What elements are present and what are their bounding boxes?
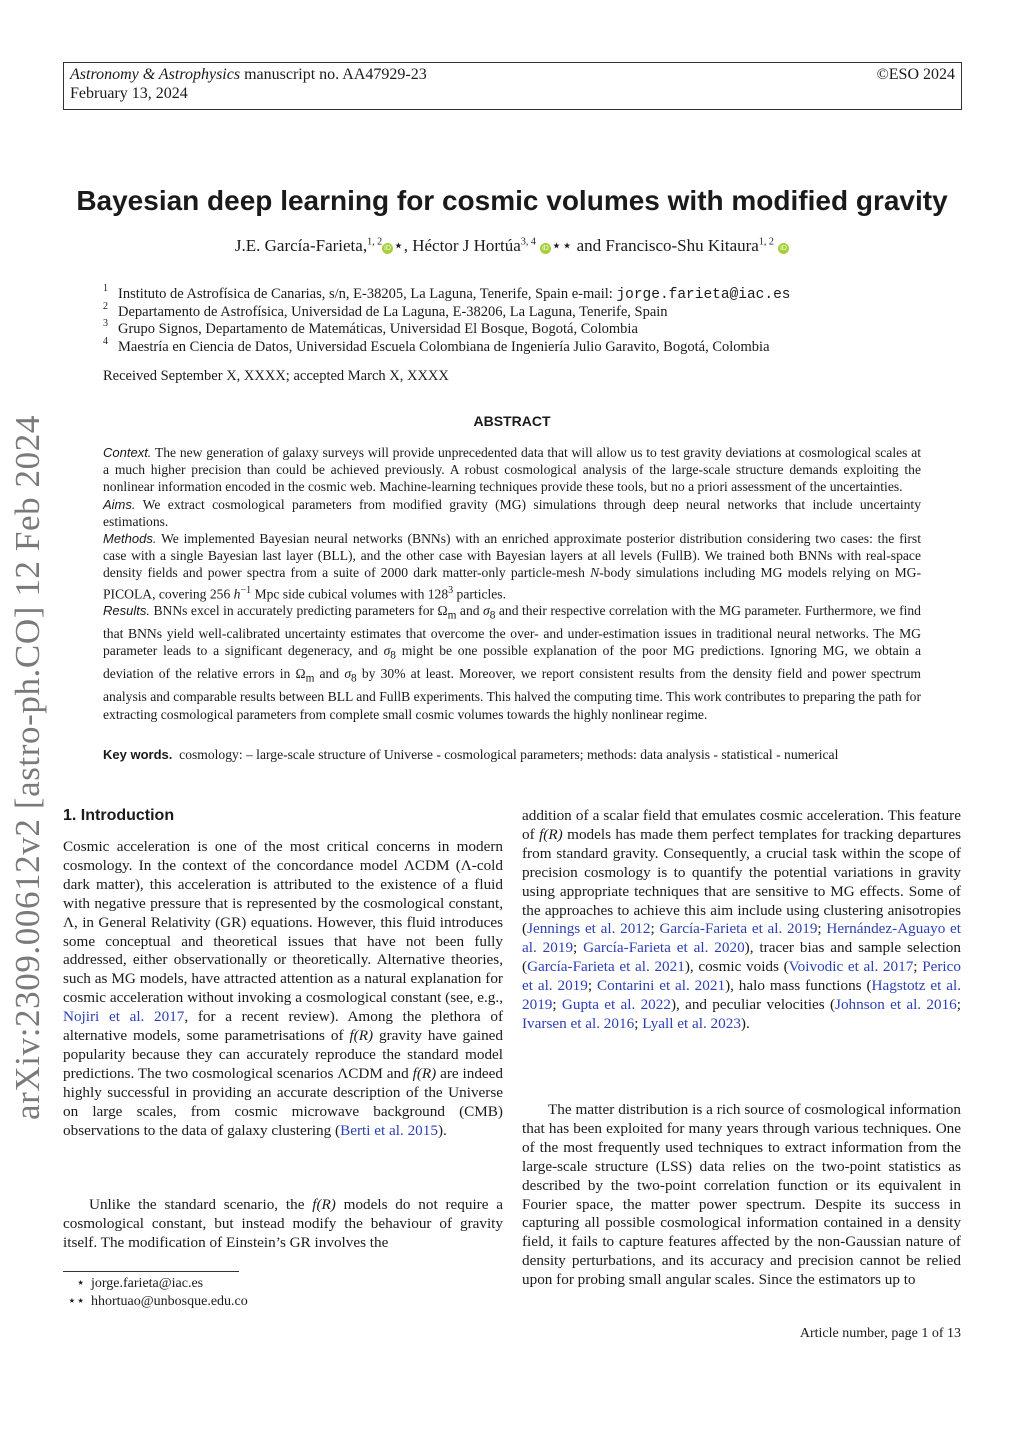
math-sub: m	[447, 610, 457, 623]
keywords-label: Key words.	[103, 747, 173, 762]
copyright: ©ESO 2024	[876, 66, 955, 83]
math-fR: f(R)	[539, 825, 563, 843]
abstract-results	[103, 602, 921, 722]
journal-name: Astronomy & Astrophysics	[70, 66, 241, 83]
methods-text: -body simulations including MG models relying on MG-PICOLA, covering 256	[103, 565, 921, 602]
paragraph-text: Cosmic acceleration is one of the most critical concerns in modern cosmology. In the context of the concordance model ΛCDM (Λ-cold dark matter), this acceleration is attributed to the existence of a fluid with negative pressure that is represented by the cosmological constant, Λ, in General Relativity (GR) equations. However, this fluid introduces some conceptual and theoretical issues that have not been fully addressed, either observationally or theoretically. Alternative theories, such as MG models, have attracted attention as a natural explanation for cosmic acceleration without invoking a cosmological constant (see, e.g.,	[63, 838, 503, 1007]
paragraph-text: ).	[437, 1121, 447, 1139]
results-text: and their respective correlation with the MG parameter. Furthermore, we find that BNNs yield well-calibrated uncertainty estimates that overcome the over- and under-estimation issues in traditional neural networks. The MG parameter leads to a significant degeneracy, and	[103, 603, 921, 659]
affiliation-2	[103, 300, 953, 322]
citation-link[interactable]: Hernández-Aguayo et al. 2019	[522, 920, 961, 957]
citation-link[interactable]: Lyall et al. 2023	[642, 1014, 741, 1032]
methods-label: Methods.	[103, 531, 157, 547]
results-text: and	[456, 603, 484, 619]
received-dates: Received September X, XXXX; accepted March X, XXXX	[103, 368, 449, 384]
separator: ;	[913, 958, 923, 976]
affiliation-number: 1	[103, 283, 108, 294]
intro-paragraph-2	[63, 1196, 503, 1253]
author-1-mark: ⋆	[393, 236, 404, 255]
results-text: by 30% at least. Moreover, we report consistent results from the density field and power spectrum analysis and comparable results between BLL and FullB experiments. This halved the computing time. This work contributes to preparing the path for extracting cosmological parameters from complete small cosmic volumes towards the highly nonlinear regime.	[103, 666, 921, 722]
aims-text: We extract cosmological parameters from modified gravity (MG) simulations through deep neural networks that include uncertainty estimations.	[103, 496, 922, 529]
affiliations	[103, 283, 953, 356]
paper-title: Bayesian deep learning for cosmic volumes with modified gravity	[76, 185, 948, 216]
affiliation-number: 2	[103, 300, 108, 312]
citation-link[interactable]: Johnson et al. 2016	[835, 996, 957, 1014]
author-1: J.E. García-Farieta,	[234, 236, 368, 255]
footnotes	[63, 1275, 248, 1310]
methods-text: particles.	[453, 586, 506, 602]
results-text: and	[314, 666, 345, 682]
paragraph-text: Unlike the standard scenario, the	[89, 1196, 313, 1213]
header-date: February 13, 2024	[70, 85, 188, 102]
abstract-context	[103, 444, 921, 496]
paragraph-text: ), and peculiar velocities (	[670, 996, 836, 1014]
affiliation-number: 4	[103, 335, 108, 347]
math-n: N	[590, 565, 600, 581]
math-sub: m	[305, 673, 315, 686]
methods-text: Mpc side cubical volumes with 128	[251, 586, 449, 602]
footnote-email[interactable]: hhortuao@unbosque.edu.co	[91, 1293, 248, 1309]
intro-paragraph-3	[522, 807, 961, 1034]
abstract-heading: ABSTRACT	[473, 413, 551, 429]
footnote-rule	[63, 1271, 239, 1272]
page-number: Article number, page 1 of 13	[799, 1326, 961, 1341]
abstract-aims	[103, 496, 921, 530]
citation-link[interactable]: Gupta et al. 2022	[561, 996, 671, 1014]
header-box	[63, 62, 962, 110]
context-text: The new generation of galaxy surveys will provide unprecedented data that will allow us to test gravity deviations at cosmological scales at a much higher precision than could be achieved previously. A robust cosmological analysis of the large-scale structure demands exploiting the nonlinear information encoded in the cosmic web. Machine-learning techniques provide these tools, but no a priori assessment of the uncertainties.	[103, 445, 922, 495]
citation-link[interactable]: Ivarsen et al. 2016	[522, 1014, 635, 1032]
intro-paragraph-1	[63, 838, 503, 1141]
intro-paragraph-4	[522, 1101, 961, 1290]
separator: ;	[573, 939, 584, 957]
citation-link[interactable]: García-Farieta et al. 2019	[659, 920, 818, 938]
arxiv-stamp[interactable]: arXiv:2309.00612v2 [astro-ph.CO] 12 Feb 2024	[8, 415, 47, 1120]
citation-link[interactable]: Perico et al. 2019	[522, 958, 961, 995]
affiliation-1	[103, 283, 953, 304]
abstract-methods	[103, 530, 921, 602]
section-title: 1. Introduction	[63, 807, 175, 824]
paragraph-text: addition of a scalar field that emulates cosmic acceleration. This feature of	[522, 807, 961, 843]
footnote-mark: ⋆	[76, 1276, 85, 1291]
author-list	[0, 236, 1024, 256]
footnote-1	[63, 1275, 248, 1293]
email-address[interactable]: jorge.farieta@iac.es	[616, 287, 791, 303]
separator: ;	[587, 977, 597, 995]
methods-text: We implemented Bayesian neural networks (BNNs) with an enriched approximate posterior distribution considering two cases: the first case with a single Bayesian last layer (BLL), and the other case with Bayesian layers at all levels (FullB). We trained both BNNs with real-space density fields and power spectra from a suite of 2000 dark matter-only particle-mesh	[103, 531, 922, 581]
math-sub: 8	[351, 673, 357, 686]
math-sigma: σ	[344, 666, 352, 682]
math-sup: −1	[240, 584, 252, 596]
manuscript-number: manuscript no. AA47929-23	[244, 66, 427, 83]
citation-link[interactable]: Nojiri et al. 2017	[63, 1008, 185, 1026]
math-sub: 8	[489, 610, 496, 623]
affiliation-text: Grupo Signos, Departamento de Matemáticas, Universidad El Bosque, Bogotá, Colombia	[118, 321, 638, 338]
keywords-text: cosmology: – large-scale structure of Universe - cosmological parameters; methods: data analysis - statistical - numerical	[179, 747, 839, 762]
math-fR: f(R)	[412, 1064, 437, 1082]
affiliation-text: Instituto de Astrofísica de Canarias, s/n, E-38205, La Laguna, Tenerife, Spain e-mail:	[118, 286, 613, 302]
paragraph-text: ), tracer bias and sample selection (	[522, 939, 961, 976]
author-2: , Héctor J Hortúa	[403, 236, 521, 255]
results-text: might be one possible explanation of the poor MG predictions. Ignoring MG, we obtain a deviation of the relative errors in Ω	[103, 643, 921, 682]
math-fR: f(R)	[312, 1196, 336, 1213]
journal-line	[70, 66, 427, 84]
footnote-2	[63, 1293, 248, 1311]
paragraph-text: ), halo mass functions (	[725, 977, 872, 995]
author-3-affil: 1, 2	[758, 236, 774, 248]
affiliation-text: Maestría en Ciencia de Datos, Universidad Escuela Colombiana de Ingeniería Julio Garavito, Bogotá, Colombia	[118, 338, 770, 355]
citation-link[interactable]: García-Farieta et al. 2021	[527, 958, 685, 976]
paragraph-text: models do not require a cosmological constant, but instead modify the behaviour of gravity itself. The modification of Einstein’s GR involves the	[63, 1196, 504, 1251]
footnote-mark: ⋆⋆	[67, 1293, 85, 1309]
author-3: and Francisco-Shu Kitaura	[572, 236, 759, 255]
footnote-email[interactable]: jorge.farieta@iac.es	[91, 1276, 204, 1291]
abstract-body	[103, 444, 921, 723]
context-label: Context.	[103, 445, 152, 460]
citation-link[interactable]: Jennings et al. 2012	[527, 920, 651, 938]
math-fR: f(R)	[349, 1027, 374, 1045]
paragraph-text: , for a recent review). Among the plethora of alternative models, some parametrisations of	[63, 1008, 503, 1045]
paragraph-text: models has made them perfect templates for tracking departures from standard gravity. Consequently, a crucial task within the scope of precision cosmology is to quantify the potential variations in gravity using appropriate techniques that are sensitive to MG effects. Some of the approaches to achieve this aim include using clustering anisotropies (	[522, 825, 961, 938]
separator: ;	[552, 996, 562, 1014]
separator: ;	[956, 996, 961, 1014]
math-sub: 8	[390, 650, 396, 663]
math-sup: 3	[448, 584, 454, 596]
orcid-icon[interactable]: iD	[540, 243, 551, 254]
orcid-icon[interactable]: iD	[778, 243, 789, 254]
author-2-mark: ⋆⋆	[551, 236, 573, 255]
keywords	[103, 747, 933, 763]
separator: ;	[634, 1014, 643, 1032]
author-2-affil: 3, 4	[520, 236, 536, 248]
author-1-affil: 1, 2	[367, 236, 383, 248]
paragraph-text: ).	[740, 1014, 750, 1032]
paragraph-text: The matter distribution is a rich source of cosmological information that has been exploited for many years through various techniques. One of the most frequently used techniques to extract information from the large-scale structure (LSS) data relies on the two-point statistics as described by the two-point correlation function or its equivalent in Fourier space, the matter power spectrum. Despite its success in capturing all possible cosmological information contained in a density field, it fails to capture features affected by the non-Gaussian nature of density perturbations, and its accuracy and precision cannot be relied upon for probing small angular scales. Since the estimators up to	[522, 1101, 961, 1289]
affiliation-3	[103, 318, 953, 339]
paragraph-text: are indeed highly successful in providing an accurate description of the Universe on large scales, from cosmic microwave background (CMB) observations to the data of galaxy clustering (	[63, 1064, 503, 1139]
citation-link[interactable]: Berti et al. 2015	[340, 1121, 438, 1139]
affiliation-text: Departamento de Astrofísica, Universidad de La Laguna, E-38206, La Laguna, Tenerife, Spain	[118, 303, 668, 320]
paragraph-text: gravity have gained popularity because they can accurately reproduce the standard model predictions. The two cosmological scenarios ΛCDM and	[63, 1027, 503, 1082]
results-text: BNNs excel in accurately predicting parameters for Ω	[153, 603, 448, 619]
separator: ;	[817, 920, 827, 938]
results-label: Results.	[103, 603, 150, 619]
separator: ;	[650, 920, 660, 938]
math-sigma: σ	[483, 603, 490, 619]
paragraph-text: ), cosmic voids (	[684, 958, 789, 976]
citation-link[interactable]: Contarini et al. 2021	[596, 977, 726, 995]
aims-label: Aims.	[103, 496, 136, 512]
affiliation-4	[103, 335, 953, 357]
math-sigma: σ	[383, 643, 391, 659]
math-h: h	[233, 586, 241, 602]
citation-link[interactable]: Voivodic et al. 2017	[788, 958, 914, 976]
citation-link[interactable]: Hagstotz et al. 2019	[522, 977, 961, 1014]
orcid-icon[interactable]: iD	[382, 243, 393, 254]
citation-link[interactable]: García-Farieta et al. 2020	[583, 939, 745, 957]
affiliation-number: 3	[103, 318, 108, 330]
